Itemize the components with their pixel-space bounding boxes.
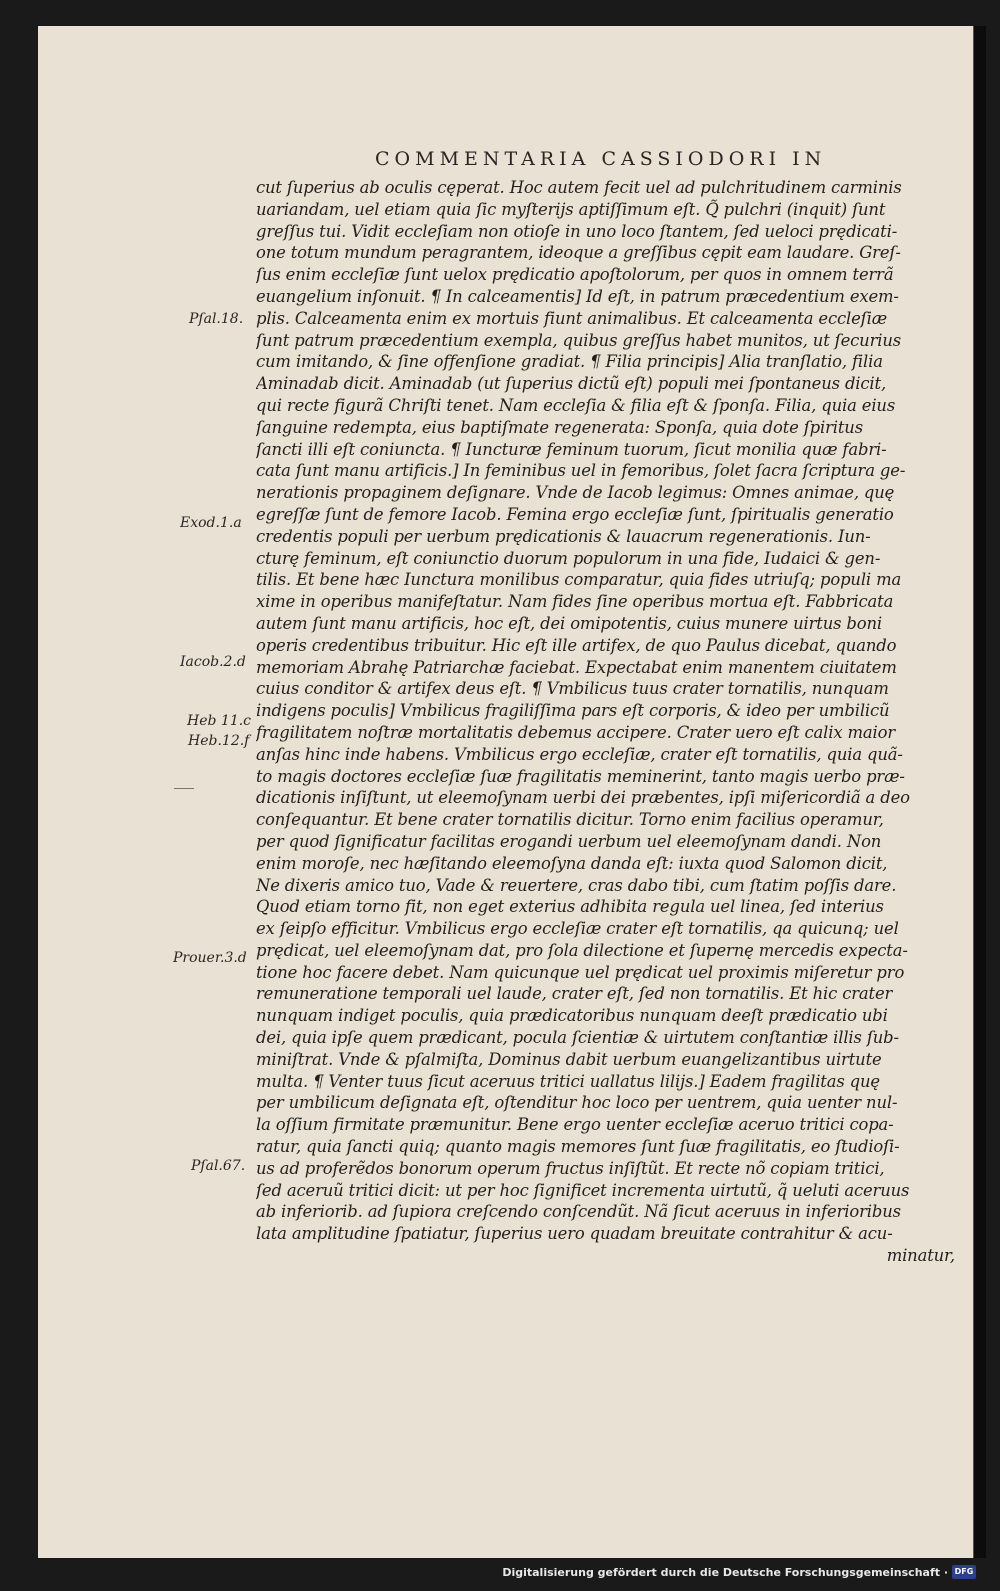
text-line: plis. Calceamenta enim ex mortuis fiunt animalibus. Et calceamenta eccleſiæ: [256, 308, 887, 328]
text-line: remuneratione temporali uel laude, crater eſt, ſed non tornatilis. Et hic crater: [256, 984, 893, 1004]
text-line: autem ſunt manu artificis, hoc eſt, dei omipotentis, cuius munere uirtus boni: [256, 613, 882, 633]
text-line: cata ſunt manu artificis.] In feminibus uel in femoribus, ſolet ſacra ſcriptura ge-: [256, 461, 906, 481]
text-line: ratur, quia ſancti quiq; quanto magis memores ſunt ſuæ fragilitatis, eo ſtudioſi-: [256, 1137, 900, 1157]
text-line: tione hoc facere debet. Nam quicunque uel prędicat uel proximis miſeretur pro: [256, 962, 905, 982]
running-header: COMMENTARIA CASSIODORI IN: [375, 148, 827, 170]
text-line: dicationis inſiſtunt, ut eleemoſynam uerbi dei præbentes, ipſi miſericordiã a deo: [256, 788, 910, 808]
margin-note-heb-12: Heb.12.f: [188, 733, 250, 749]
text-line: to magis doctores eccleſiæ ſuæ fragilitatis meminerint, tanto magis uerbo præ-: [256, 766, 905, 786]
dfg-logo: DFG: [952, 1565, 976, 1579]
text-line: prędicat, uel eleemoſynam dat, pro ſola dilectione et ſupernę mercedis expecta-: [256, 940, 908, 960]
text-line: cturę feminum, eſt coniunctio duorum populorum in una fide, Iudaici & gen-: [256, 548, 881, 568]
text-line: ab inferiorib. ad ſupiora creſcendo conſcendũt. Nã ſicut aceruus in inferioribus: [256, 1202, 901, 1222]
text-line: ſunt patrum præcedentium exempla, quibus greſſus habet munitos, ut ſecurius: [256, 330, 902, 350]
margin-note-iacob: Iacob.2.d: [180, 654, 246, 670]
main-text-block: [256, 177, 961, 1267]
text-line: nerationis propaginem deſignare. Vnde de Iacob legimus: Omnes animae, quę: [256, 483, 895, 503]
margin-note-psalm-67: Pſal.67.: [191, 1158, 246, 1174]
text-line: fragilitatem noſtræ mortalitatis debemus accipere. Crater uero eſt calix maior: [256, 722, 896, 742]
text-line: tilis. Et bene hæc Iunctura monilibus comparatur, quia fides utriuſq; populi ma: [256, 570, 902, 590]
text-line: dei, quia ipſe quem prædicant, pocula ſcientiæ & uirtutem conſtantiæ illis ſub-: [256, 1028, 899, 1048]
text-line: credentis populi per uerbum prędicationis & lauacrum regenerationis. Iun-: [256, 526, 871, 546]
text-line: ſus enim eccleſiæ ſunt uelox prędicatio apoſtolorum, per quos in omnem terrã: [256, 265, 894, 285]
text-line: la oſſium firmitate præmunitur. Bene ergo uenter eccleſiæ aceruo tritici copa-: [256, 1115, 894, 1135]
text-line: per umbilicum deſignata eſt, oſtenditur hoc loco per uentrem, quia uenter nul-: [256, 1093, 898, 1113]
text-line: one totum mundum peragrantem, ideoque a greſſibus cępit eam laudare. Greſ-: [256, 243, 901, 263]
text-line: operis credentibus tribuitur. Hic eſt ille artifex, de quo Paulus dicebat, quando: [256, 635, 897, 655]
text-line: cuius conditor & artifex deus eſt. ¶ Vmbilicus tuus crater tornatilis, nunquam: [256, 679, 889, 699]
text-line: ex ſeipſo efficitur. Vmbilicus ergo eccleſiæ crater eſt tornatilis, qa quicunq; uel: [256, 919, 899, 939]
text-line: enim moroſe, nec hæſitando eleemoſyna danda eſt: iuxta quod Salomon dicit,: [256, 853, 888, 873]
text-line: Ne dixeris amico tuo, Vade & reuertere, cras dabo tibi, cum ſtatim poſſis dare.: [256, 875, 897, 895]
text-line: Quod etiam torno fit, non eget exterius adhibita regula uel linea, ſed interius: [256, 897, 884, 917]
digitization-credit: Digitalisierung gefördert durch die Deutsche Forschungsgemeinschaft ·: [502, 1566, 948, 1579]
text-line: multa. ¶ Venter tuus ſicut aceruus tritici uallatus lilijs.] Eadem fragilitas quę: [256, 1071, 880, 1091]
margin-dash-mark: [174, 788, 194, 789]
text-line: euangelium inſonuit. ¶ In calceamentis] Id eſt, in patrum præcedentium exem-: [256, 286, 899, 306]
text-line: xime in operibus manifeſtatur. Nam fides ſine operibus mortua eſt. Fabbricata: [256, 592, 894, 612]
text-line: miniſtrat. Vnde & pſalmiſta, Dominus dabit uerbum euangelizantibus uirtute: [256, 1049, 882, 1069]
text-line: Aminadab dicit. Aminadab (ut ſuperius dictũ eſt) populi mei ſpontaneus dicit,: [256, 374, 887, 394]
text-line: nunquam indiget poculis, quia prædicatoribus nunquam deeſt prædicatio ubi: [256, 1006, 888, 1026]
text-line: cut ſuperius ab oculis cęperat. Hoc autem fecit uel ad pulchritudinem carminis: [256, 178, 902, 197]
text-line: greſſus tui. Vidit eccleſiam non otioſe in uno loco ſtantem, ſed ueloci prędicati-: [256, 221, 898, 241]
text-line: ſanguine redempta, eius baptiſmate regenerata: Sponſa, quia dote ſpiritus: [256, 417, 863, 437]
margin-note-heb-11: Heb 11.c: [187, 713, 252, 729]
margin-note-prouer: Prouer.3.d: [173, 950, 247, 966]
text-line: cum imitando, & ſine offenſione gradiat. ¶ Filia principis] Alia tranſlatio, filia: [256, 352, 883, 372]
margin-note-exodus: Exod.1.a: [180, 515, 242, 531]
text-line: us ad proferẽdos bonorum operum fructus inſiſtũt. Et recte nõ copiam tritici,: [256, 1158, 885, 1178]
text-line: per quod ſignificatur facilitas erogandi uerbum uel eleemoſynam dandi. Non: [256, 831, 882, 851]
text-line: indigens poculis] Vmbilicus fragiliſſima pars eſt corporis, & ideo per umbilicũ: [256, 701, 890, 721]
text-line: minatur,: [886, 1246, 955, 1266]
text-line: qui recte figurã Chriſti tenet. Nam eccleſia & filia eſt & ſponſa. Filia, quia eius: [256, 395, 896, 415]
text-line: egreſſæ ſunt de femore Iacob. Femina ergo eccleſiæ ſunt, ſpiritualis generatio: [256, 504, 894, 524]
text-line: ſancti illi eſt coniuncta. ¶ Iuncturæ feminum tuorum, ſicut monilia quæ fabri-: [256, 439, 887, 459]
page-edge-shadow: [973, 26, 986, 1558]
text-line: lata amplitudine ſpatiatur, ſuperius uero quadam breuitate contrahitur & acu-: [256, 1224, 893, 1244]
text-line: ſed aceruũ tritici dicit: ut per hoc ſignificet incrementa uirtutũ, q̃ ueluti aceruus: [256, 1180, 910, 1200]
text-line: conſequantur. Et bene crater tornatilis dicitur. Torno enim facilius operamur,: [256, 810, 884, 830]
text-line: anſas hinc inde habens. Vmbilicus ergo eccleſiæ, crater eſt tornatilis, quia quã-: [256, 744, 903, 764]
text-line: memoriam Abrahę Patriarchæ faciebat. Expectabat enim manentem ciuitatem: [256, 657, 897, 677]
margin-note-psalm-18: Pſal.18.: [189, 311, 244, 327]
text-line: uariandam, uel etiam quia ſic myſterijs aptiſſimum eſt. Q̃ pulchri (inquit) ſunt: [256, 199, 886, 219]
